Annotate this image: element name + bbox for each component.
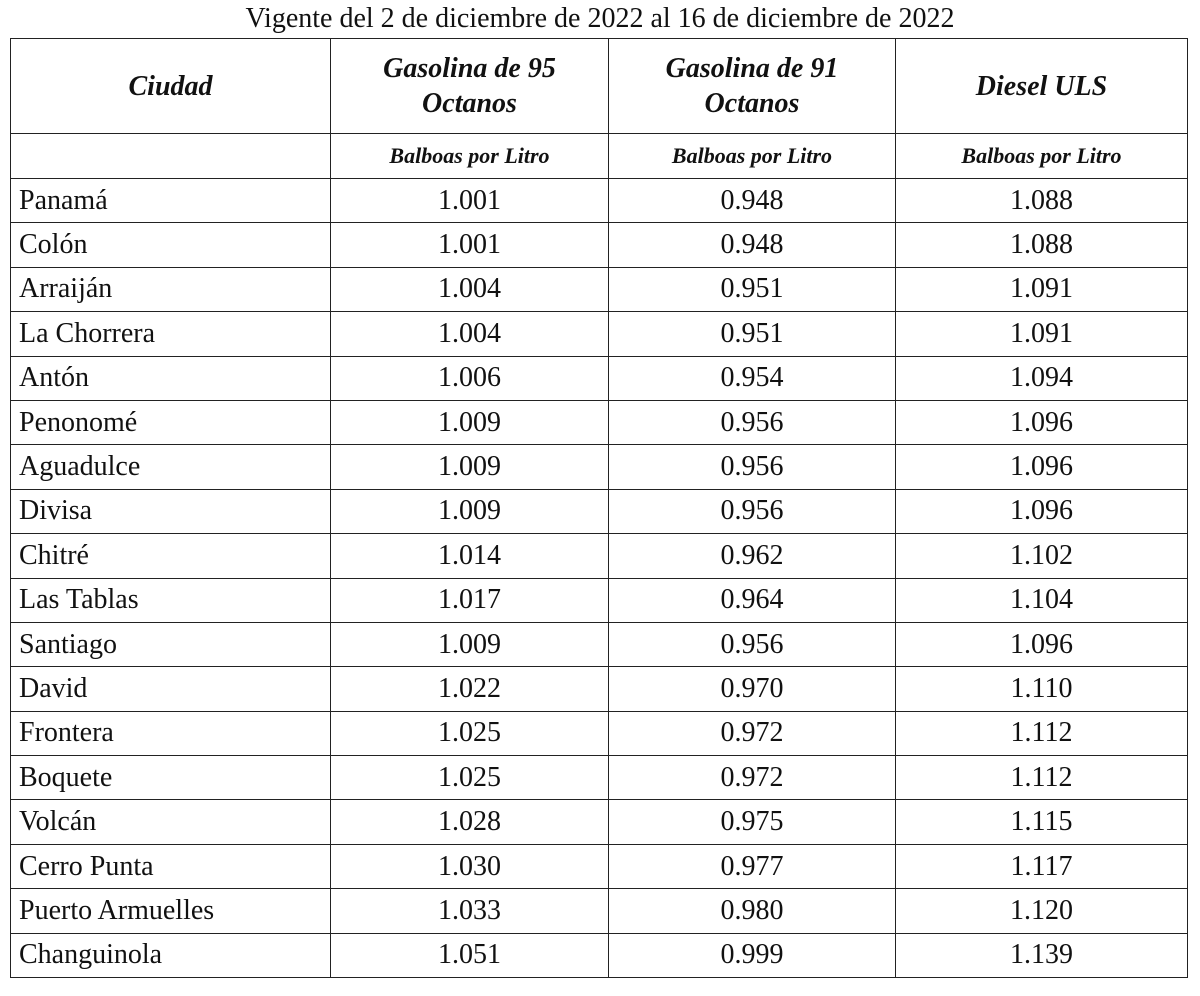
- gas91-price-cell: 0.948: [609, 223, 896, 267]
- city-cell: Divisa: [11, 489, 331, 533]
- gas91-price-cell: 0.956: [609, 445, 896, 489]
- gas91-price-cell: 0.970: [609, 667, 896, 711]
- gas91-price-cell: 0.977: [609, 844, 896, 888]
- gas95-price-cell: 1.025: [331, 711, 609, 755]
- price-rows: [11, 179, 1188, 978]
- city-cell: Puerto Armuelles: [11, 889, 331, 933]
- diesel-price-cell: 1.096: [896, 400, 1188, 444]
- gas91-price-cell: 0.999: [609, 933, 896, 977]
- table-row: [11, 267, 1188, 311]
- city-cell: Volcán: [11, 800, 331, 844]
- gas95-price-cell: 1.009: [331, 400, 609, 444]
- diesel-price-cell: 1.088: [896, 179, 1188, 223]
- table-row: [11, 489, 1188, 533]
- header-gas91: [609, 39, 896, 134]
- gas91-price-cell: 0.951: [609, 267, 896, 311]
- gas91-price-cell: 0.972: [609, 756, 896, 800]
- gas95-price-cell: 1.017: [331, 578, 609, 622]
- diesel-price-cell: 1.091: [896, 312, 1188, 356]
- city-cell: La Chorrera: [11, 312, 331, 356]
- table-row: [11, 756, 1188, 800]
- table-row: [11, 578, 1188, 622]
- gas91-price-cell: 0.951: [609, 312, 896, 356]
- gas91-price-cell: 0.956: [609, 622, 896, 666]
- diesel-price-cell: 1.115: [896, 800, 1188, 844]
- city-cell: Antón: [11, 356, 331, 400]
- validity-caption: Vigente del 2 de diciembre de 2022 al 16 de diciembre de 2022: [245, 3, 955, 34]
- diesel-price-cell: 1.102: [896, 534, 1188, 578]
- gas91-price-cell: 0.980: [609, 889, 896, 933]
- gas95-price-cell: 1.051: [331, 933, 609, 977]
- gas95-price-cell: 1.030: [331, 844, 609, 888]
- gas95-price-cell: 1.001: [331, 223, 609, 267]
- gas95-price-cell: 1.009: [331, 445, 609, 489]
- table-row: [11, 356, 1188, 400]
- diesel-price-cell: 1.120: [896, 889, 1188, 933]
- city-cell: Changuinola: [11, 933, 331, 977]
- header-city-label: Ciudad: [128, 70, 213, 102]
- gas95-price-cell: 1.025: [331, 756, 609, 800]
- header-diesel: [896, 39, 1188, 134]
- gas91-price-cell: 0.954: [609, 356, 896, 400]
- header-gas95-line1: Gasolina de 95: [383, 53, 556, 84]
- gas91-price-cell: 0.964: [609, 578, 896, 622]
- city-cell: Panamá: [11, 179, 331, 223]
- diesel-price-cell: 1.096: [896, 622, 1188, 666]
- table-row: [11, 933, 1188, 977]
- table-row: [11, 400, 1188, 444]
- gas95-price-cell: 1.001: [331, 179, 609, 223]
- gas95-price-cell: 1.006: [331, 356, 609, 400]
- gas91-price-cell: 0.956: [609, 400, 896, 444]
- table-row: [11, 534, 1188, 578]
- header-gas91-line2: Octanos: [704, 88, 800, 119]
- gas95-price-cell: 1.028: [331, 800, 609, 844]
- table-row: [11, 312, 1188, 356]
- units-gas91: Balboas por Litro: [609, 134, 896, 179]
- city-cell: Las Tablas: [11, 578, 331, 622]
- gas95-price-cell: 1.004: [331, 312, 609, 356]
- city-cell: Colón: [11, 223, 331, 267]
- table-row: [11, 889, 1188, 933]
- gas91-price-cell: 0.962: [609, 534, 896, 578]
- cropped-footer-text: [90, 991, 420, 996]
- header-gas95-line2: Octanos: [422, 88, 517, 119]
- table-row: [11, 844, 1188, 888]
- diesel-price-cell: 1.117: [896, 844, 1188, 888]
- diesel-price-cell: 1.096: [896, 489, 1188, 533]
- gas91-price-cell: 0.975: [609, 800, 896, 844]
- units-row: [11, 134, 1188, 179]
- diesel-price-cell: 1.112: [896, 711, 1188, 755]
- city-cell: Frontera: [11, 711, 331, 755]
- units-diesel: Balboas por Litro: [896, 134, 1188, 179]
- diesel-price-cell: 1.091: [896, 267, 1188, 311]
- gas91-price-cell: 0.948: [609, 179, 896, 223]
- city-cell: David: [11, 667, 331, 711]
- city-cell: Santiago: [11, 622, 331, 666]
- units-gas95: Balboas por Litro: [331, 134, 609, 179]
- gas95-price-cell: 1.033: [331, 889, 609, 933]
- table-row: [11, 223, 1188, 267]
- city-cell: Penonomé: [11, 400, 331, 444]
- gas95-price-cell: 1.004: [331, 267, 609, 311]
- city-cell: Cerro Punta: [11, 844, 331, 888]
- city-cell: Chitré: [11, 534, 331, 578]
- table-row: [11, 622, 1188, 666]
- city-cell: Boquete: [11, 756, 331, 800]
- gas95-price-cell: 1.009: [331, 622, 609, 666]
- header-gas95: [331, 39, 609, 134]
- diesel-price-cell: 1.112: [896, 756, 1188, 800]
- units-city-empty: [11, 134, 331, 179]
- fuel-price-table: [10, 38, 1188, 978]
- table-row: [11, 667, 1188, 711]
- diesel-price-cell: 1.094: [896, 356, 1188, 400]
- gas95-price-cell: 1.014: [331, 534, 609, 578]
- gas91-price-cell: 0.972: [609, 711, 896, 755]
- city-cell: Aguadulce: [11, 445, 331, 489]
- diesel-price-cell: 1.096: [896, 445, 1188, 489]
- diesel-price-cell: 1.139: [896, 933, 1188, 977]
- gas91-price-cell: 0.956: [609, 489, 896, 533]
- header-city: [11, 39, 331, 134]
- table-row: [11, 179, 1188, 223]
- gas95-price-cell: 1.022: [331, 667, 609, 711]
- table-row: [11, 711, 1188, 755]
- diesel-price-cell: 1.110: [896, 667, 1188, 711]
- table-row: [11, 800, 1188, 844]
- gas95-price-cell: 1.009: [331, 489, 609, 533]
- header-gas91-line1: Gasolina de 91: [665, 53, 839, 84]
- diesel-price-cell: 1.088: [896, 223, 1188, 267]
- header-row: [11, 39, 1188, 134]
- table-row: [11, 445, 1188, 489]
- header-diesel-label: Diesel ULS: [975, 70, 1108, 102]
- city-cell: Arraiján: [11, 267, 331, 311]
- diesel-price-cell: 1.104: [896, 578, 1188, 622]
